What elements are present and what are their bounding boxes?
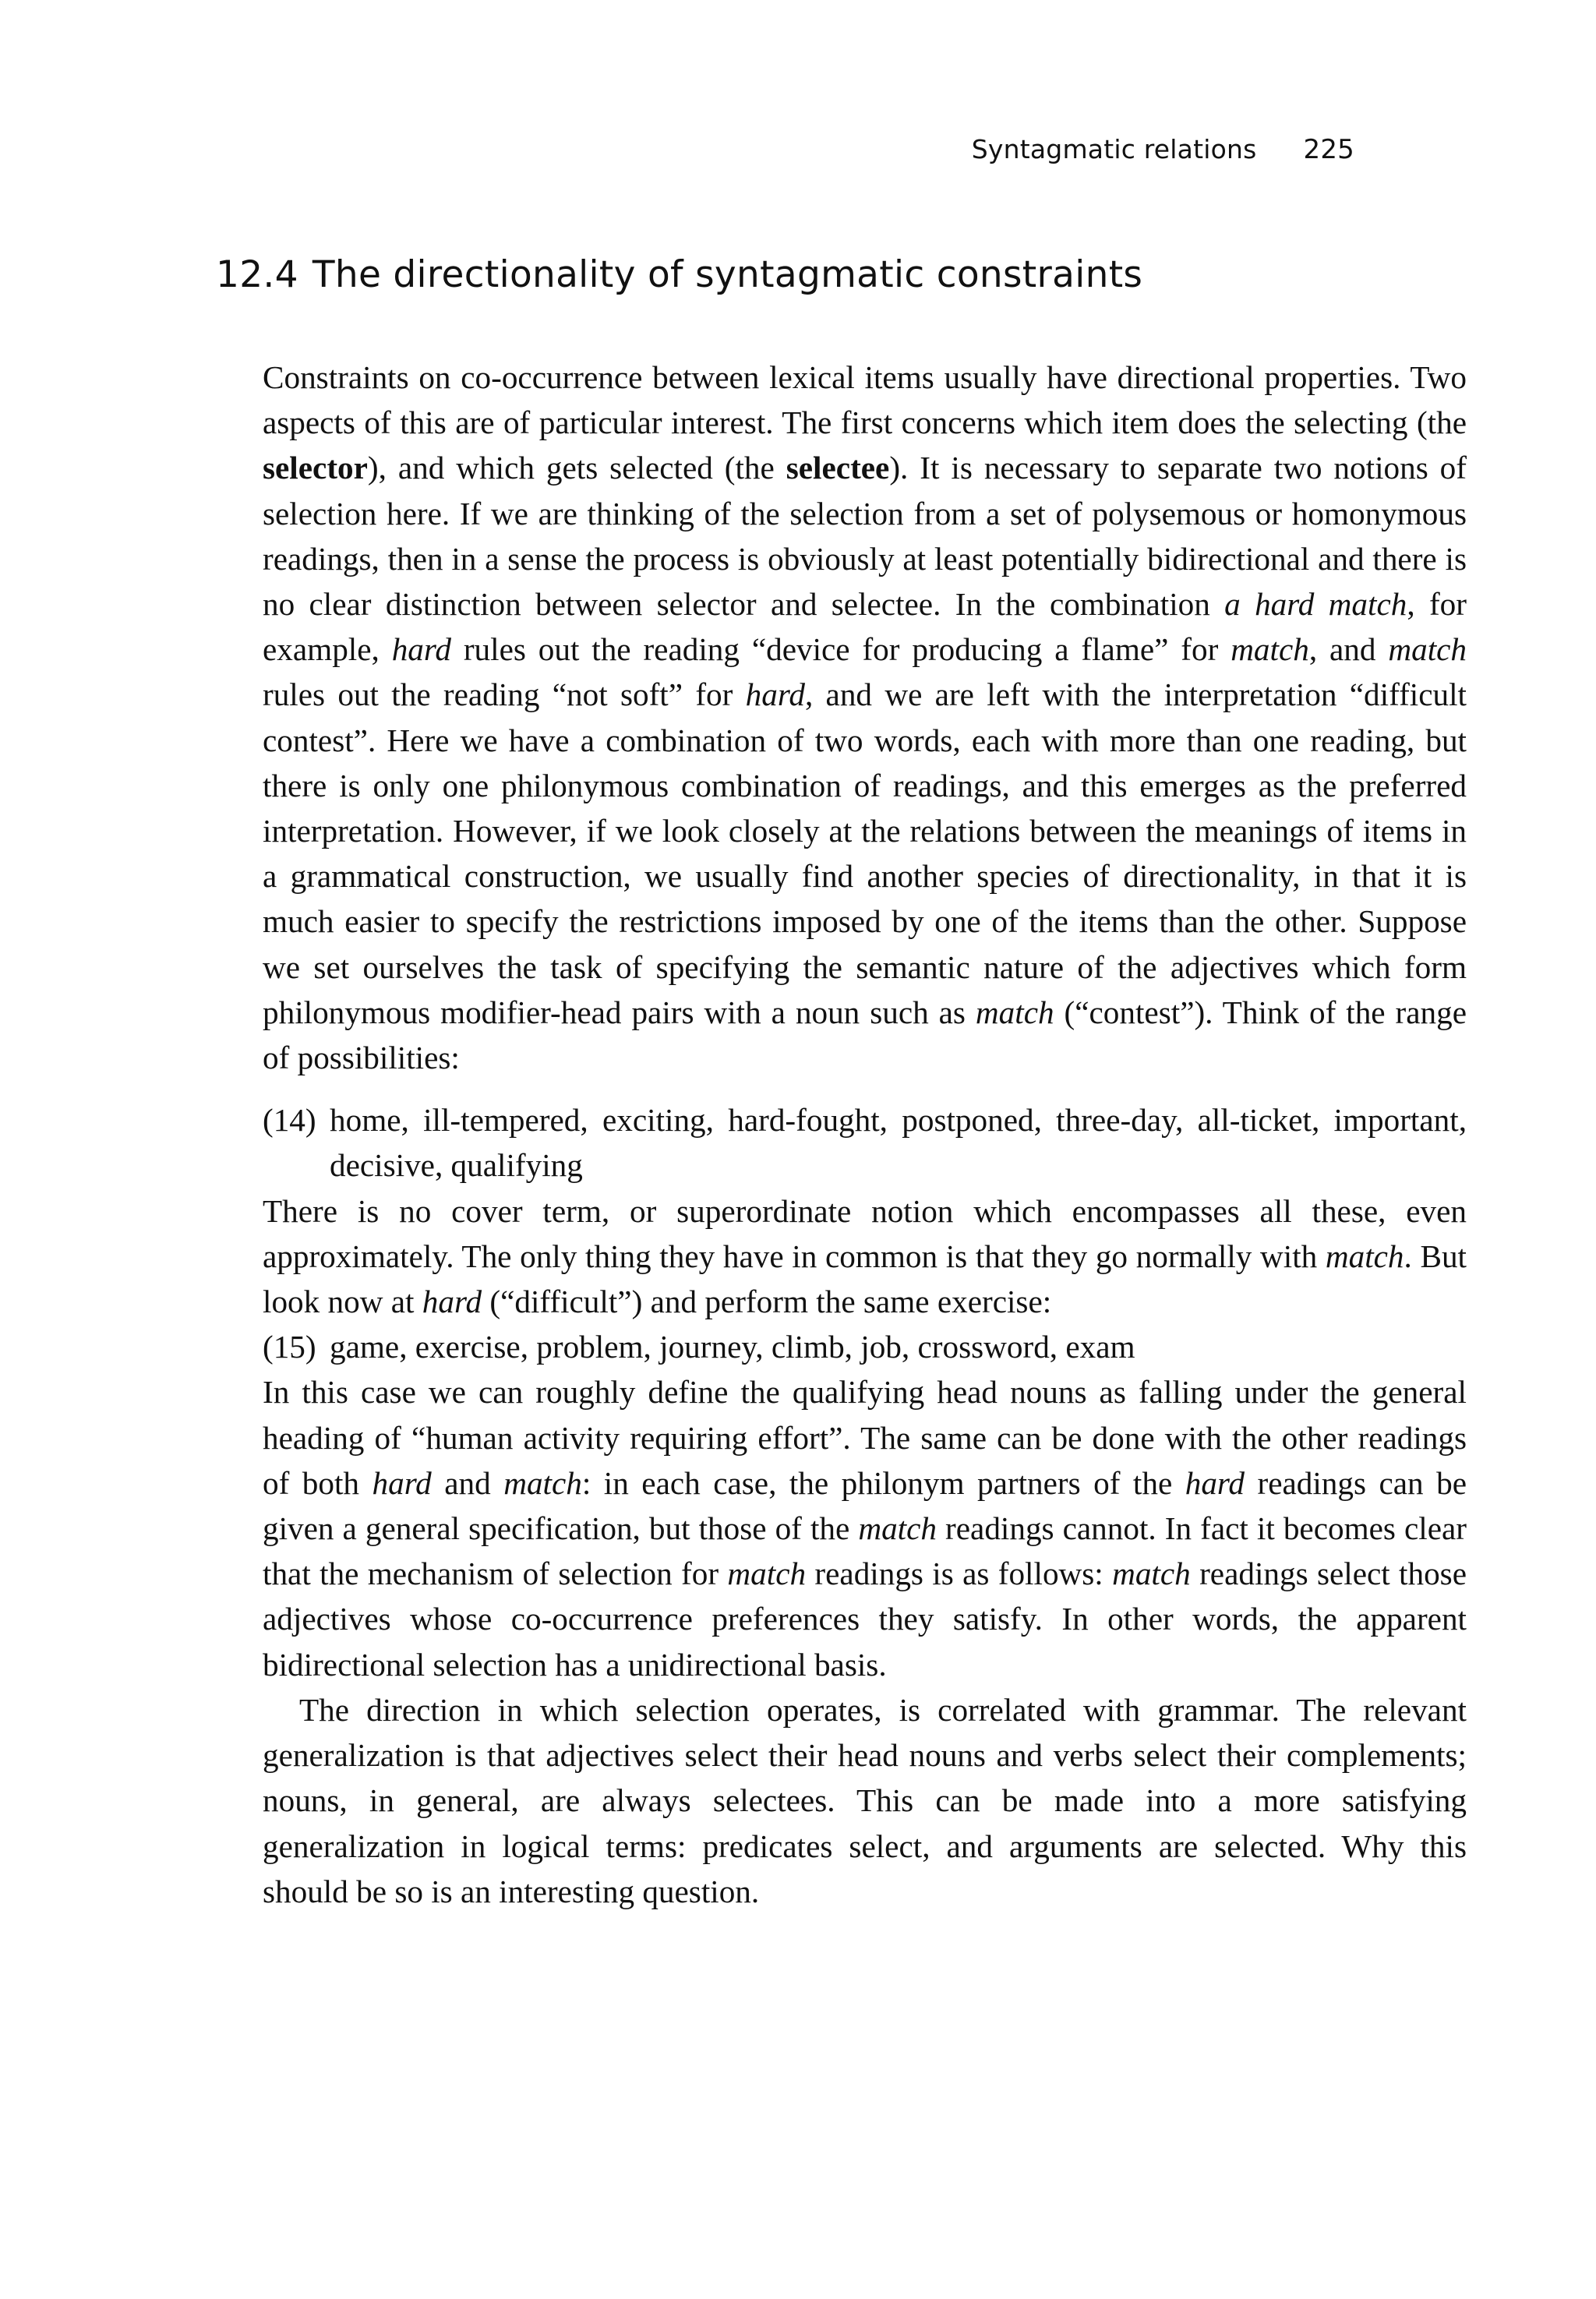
text-run: (“contest”). Think of the range of possibilities: bbox=[263, 994, 1467, 1076]
text-run: ). It is necessary to separate two notions of selection here. If we are thinking of the selection from a set of polysemous or homonymous readings, then in a sense the process is obviously at least potentially bidirectional and there is no clear distinction between selector and selectee. In the combination bbox=[263, 450, 1467, 623]
text-run: readings is as follows: bbox=[806, 1556, 1113, 1592]
text-run: rules out the reading “not soft” for bbox=[263, 676, 746, 713]
text-run: (“difficult”) and perform the same exercise: bbox=[482, 1284, 1052, 1320]
italic-word: match bbox=[727, 1556, 807, 1592]
italic-word: match bbox=[1388, 631, 1467, 668]
term-selector: selector bbox=[263, 450, 368, 486]
body-text bbox=[263, 355, 1467, 1914]
page-number: 225 bbox=[1303, 134, 1354, 165]
example-number: (15) bbox=[263, 1329, 316, 1365]
text-run: , for example, bbox=[263, 586, 1467, 668]
italic-word: hard bbox=[372, 1464, 432, 1501]
text-run: readings can be given a general specification, but those of the bbox=[263, 1464, 1467, 1547]
italic-word: match bbox=[1112, 1556, 1191, 1592]
section-number: 12.4 bbox=[216, 253, 298, 296]
example-14 bbox=[263, 1097, 1467, 1188]
text-run: rules out the reading “device for producing a flame” for bbox=[450, 631, 1231, 668]
italic-word: hard bbox=[1185, 1464, 1245, 1501]
running-head bbox=[972, 134, 1354, 165]
italic-word: match bbox=[1325, 1238, 1404, 1274]
example-text: game, exercise, problem, journey, climb, job, crossword, exam bbox=[330, 1329, 1135, 1365]
paragraph-4: The direction in which selection operates, is correlated with grammar. The relevant generalization is that adjectives select their head nouns and verbs select their complements; nouns, in general, are always selectees. This can be made into a more satisfying generalization in logical terms: predicates select, and arguments are selected. Why this should be so is an interesting question. bbox=[263, 1691, 1467, 1909]
text-run: In this case we can roughly define the qualifying head nouns as falling under the general heading of “human activity requiring effort”. The same can be done with the other readings of both bbox=[263, 1374, 1467, 1501]
text-run: : in each case, the philonym partners of the bbox=[581, 1464, 1185, 1501]
italic-phrase: a hard match bbox=[1224, 586, 1407, 623]
section-heading bbox=[216, 253, 1142, 296]
term-selectee: selectee bbox=[786, 450, 890, 486]
example-15 bbox=[263, 1324, 1467, 1369]
paragraph-1 bbox=[263, 355, 1467, 1080]
text-run: Constraints on co-occurrence between lexical items usually have directional properties. Two aspects of this are of particular interest. The first concerns which item does the selecting (the bbox=[263, 359, 1467, 441]
italic-word: match bbox=[1231, 631, 1309, 668]
italic-word: match bbox=[858, 1510, 937, 1547]
italic-word: hard bbox=[422, 1284, 482, 1320]
text-run: and bbox=[431, 1464, 504, 1501]
paragraph-2 bbox=[263, 1188, 1467, 1325]
text-run: ), and which gets selected (the bbox=[367, 450, 786, 486]
text-run: , and bbox=[1308, 631, 1389, 668]
paragraph-3 bbox=[263, 1369, 1467, 1686]
text-run: There is no cover term, or superordinate notion which encompasses all these, even approximately. The only thing they have in common is that they go normally with bbox=[263, 1192, 1467, 1274]
text-run: readings cannot. In fact it becomes clear that the mechanism of selection for bbox=[263, 1510, 1467, 1592]
italic-word: match bbox=[975, 994, 1054, 1030]
text-run: . But look now at bbox=[263, 1238, 1467, 1320]
example-number: (14) bbox=[263, 1102, 316, 1139]
italic-word: hard bbox=[391, 631, 451, 668]
running-head-title: Syntagmatic relations bbox=[971, 134, 1257, 164]
section-title: The directionality of syntagmatic constraints bbox=[312, 253, 1143, 296]
text-run: readings select those adjectives whose co-occurrence preferences they satisfy. In other words, the apparent bidirectional selection has a unidirectional basis. bbox=[263, 1556, 1467, 1683]
text-run: , and we are left with the interpretation “difficult contest”. Here we have a combination of two words, each with more than one reading, but there is only one philonymous combination of readings, and this emerges as the preferred interpretation. However, if we look closely at the relations between the meanings of items in a grammatical construction, we usually find another species of directionality, in that it is much easier to specify the restrictions imposed by one of the items than the other. Suppose we set ourselves the task of specifying the semantic nature of the adjectives which form philonymous modifier-head pairs with a noun such as bbox=[263, 676, 1467, 1030]
example-text: home, ill-tempered, exciting, hard-fought, postponed, three-day, all-ticket, important, decisive, qualifying bbox=[330, 1102, 1467, 1184]
italic-word: hard bbox=[745, 676, 805, 713]
italic-word: match bbox=[503, 1464, 582, 1501]
